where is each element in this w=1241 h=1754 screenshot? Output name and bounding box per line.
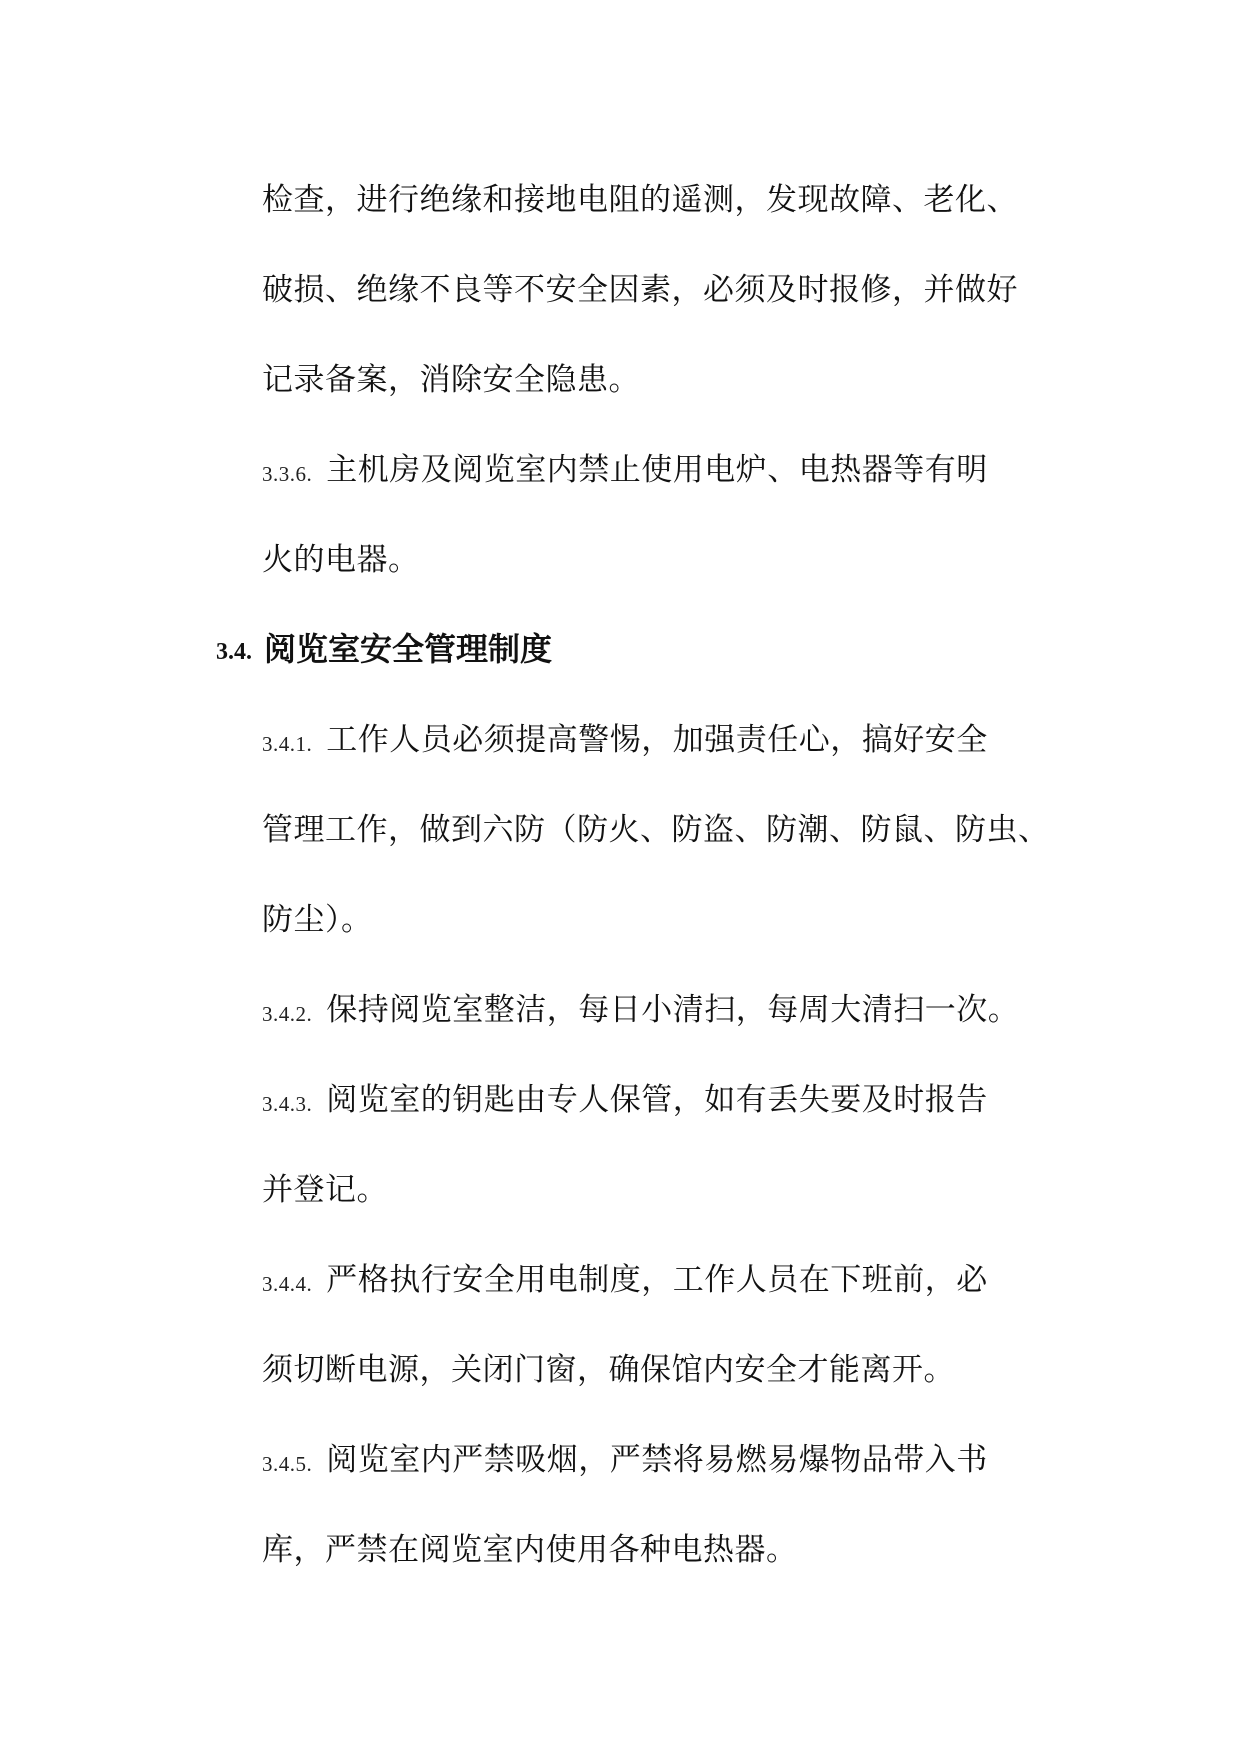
clause-3-4-4 [262,1260,988,1303]
text: 并登记。 [262,1172,388,1208]
paragraph-line [262,900,373,940]
text: 防尘）。 [262,902,373,938]
text: 破损、绝缘不良等不安全因素，必须及时报修，并做好 [262,272,1018,308]
clause-text: 保持阅览室整洁，每日小清扫，每周大清扫一次。 [326,992,1020,1028]
text: 管理工作，做到六防（防火、防盗、防潮、防鼠、防虫、 [262,812,1050,848]
clause-3-4-1 [262,720,988,763]
paragraph-line [262,810,1050,850]
clause-3-4-5 [262,1440,988,1483]
clause-3-4-2 [262,990,1019,1033]
clause-number: 3.4.1. [262,732,313,756]
clause-3-3-6 [262,450,988,493]
clause-text: 工作人员必须提高警惕，加强责任心，搞好安全 [326,722,988,758]
paragraph-line [262,360,640,400]
text: 火的电器。 [262,542,420,578]
clause-number: 3.4.4. [262,1272,313,1296]
clause-number: 3.4.3. [262,1092,313,1116]
section-title: 阅览室安全管理制度 [264,630,553,668]
clause-number: 3.3.6. [262,462,313,486]
clause-3-4-3 [262,1080,988,1123]
clause-number: 3.4.5. [262,1452,313,1476]
clause-text: 严格执行安全用电制度，工作人员在下班前，必 [326,1262,988,1298]
section-number: 3.4. [216,639,252,665]
clause-number: 3.4.2. [262,1002,313,1026]
paragraph-line [262,1350,955,1390]
section-heading-3-4 [216,628,552,674]
text: 库，严禁在阅览室内使用各种电热器。 [262,1532,798,1568]
paragraph-line [262,1530,798,1570]
text: 记录备案，消除安全隐患。 [262,362,640,398]
text: 须切断电源，关闭门窗，确保馆内安全才能离开。 [262,1352,955,1388]
paragraph-line [262,540,420,580]
clause-text: 主机房及阅览室内禁止使用电炉、电热器等有明 [326,452,988,488]
paragraph-line [262,270,1018,310]
text: 检查，进行绝缘和接地电阻的遥测，发现故障、老化、 [262,182,1018,218]
clause-text: 阅览室的钥匙由专人保管，如有丢失要及时报告 [326,1082,988,1118]
paragraph-line [262,1170,388,1210]
paragraph-line [262,180,1018,220]
clause-text: 阅览室内严禁吸烟，严禁将易燃易爆物品带入书 [326,1442,988,1478]
